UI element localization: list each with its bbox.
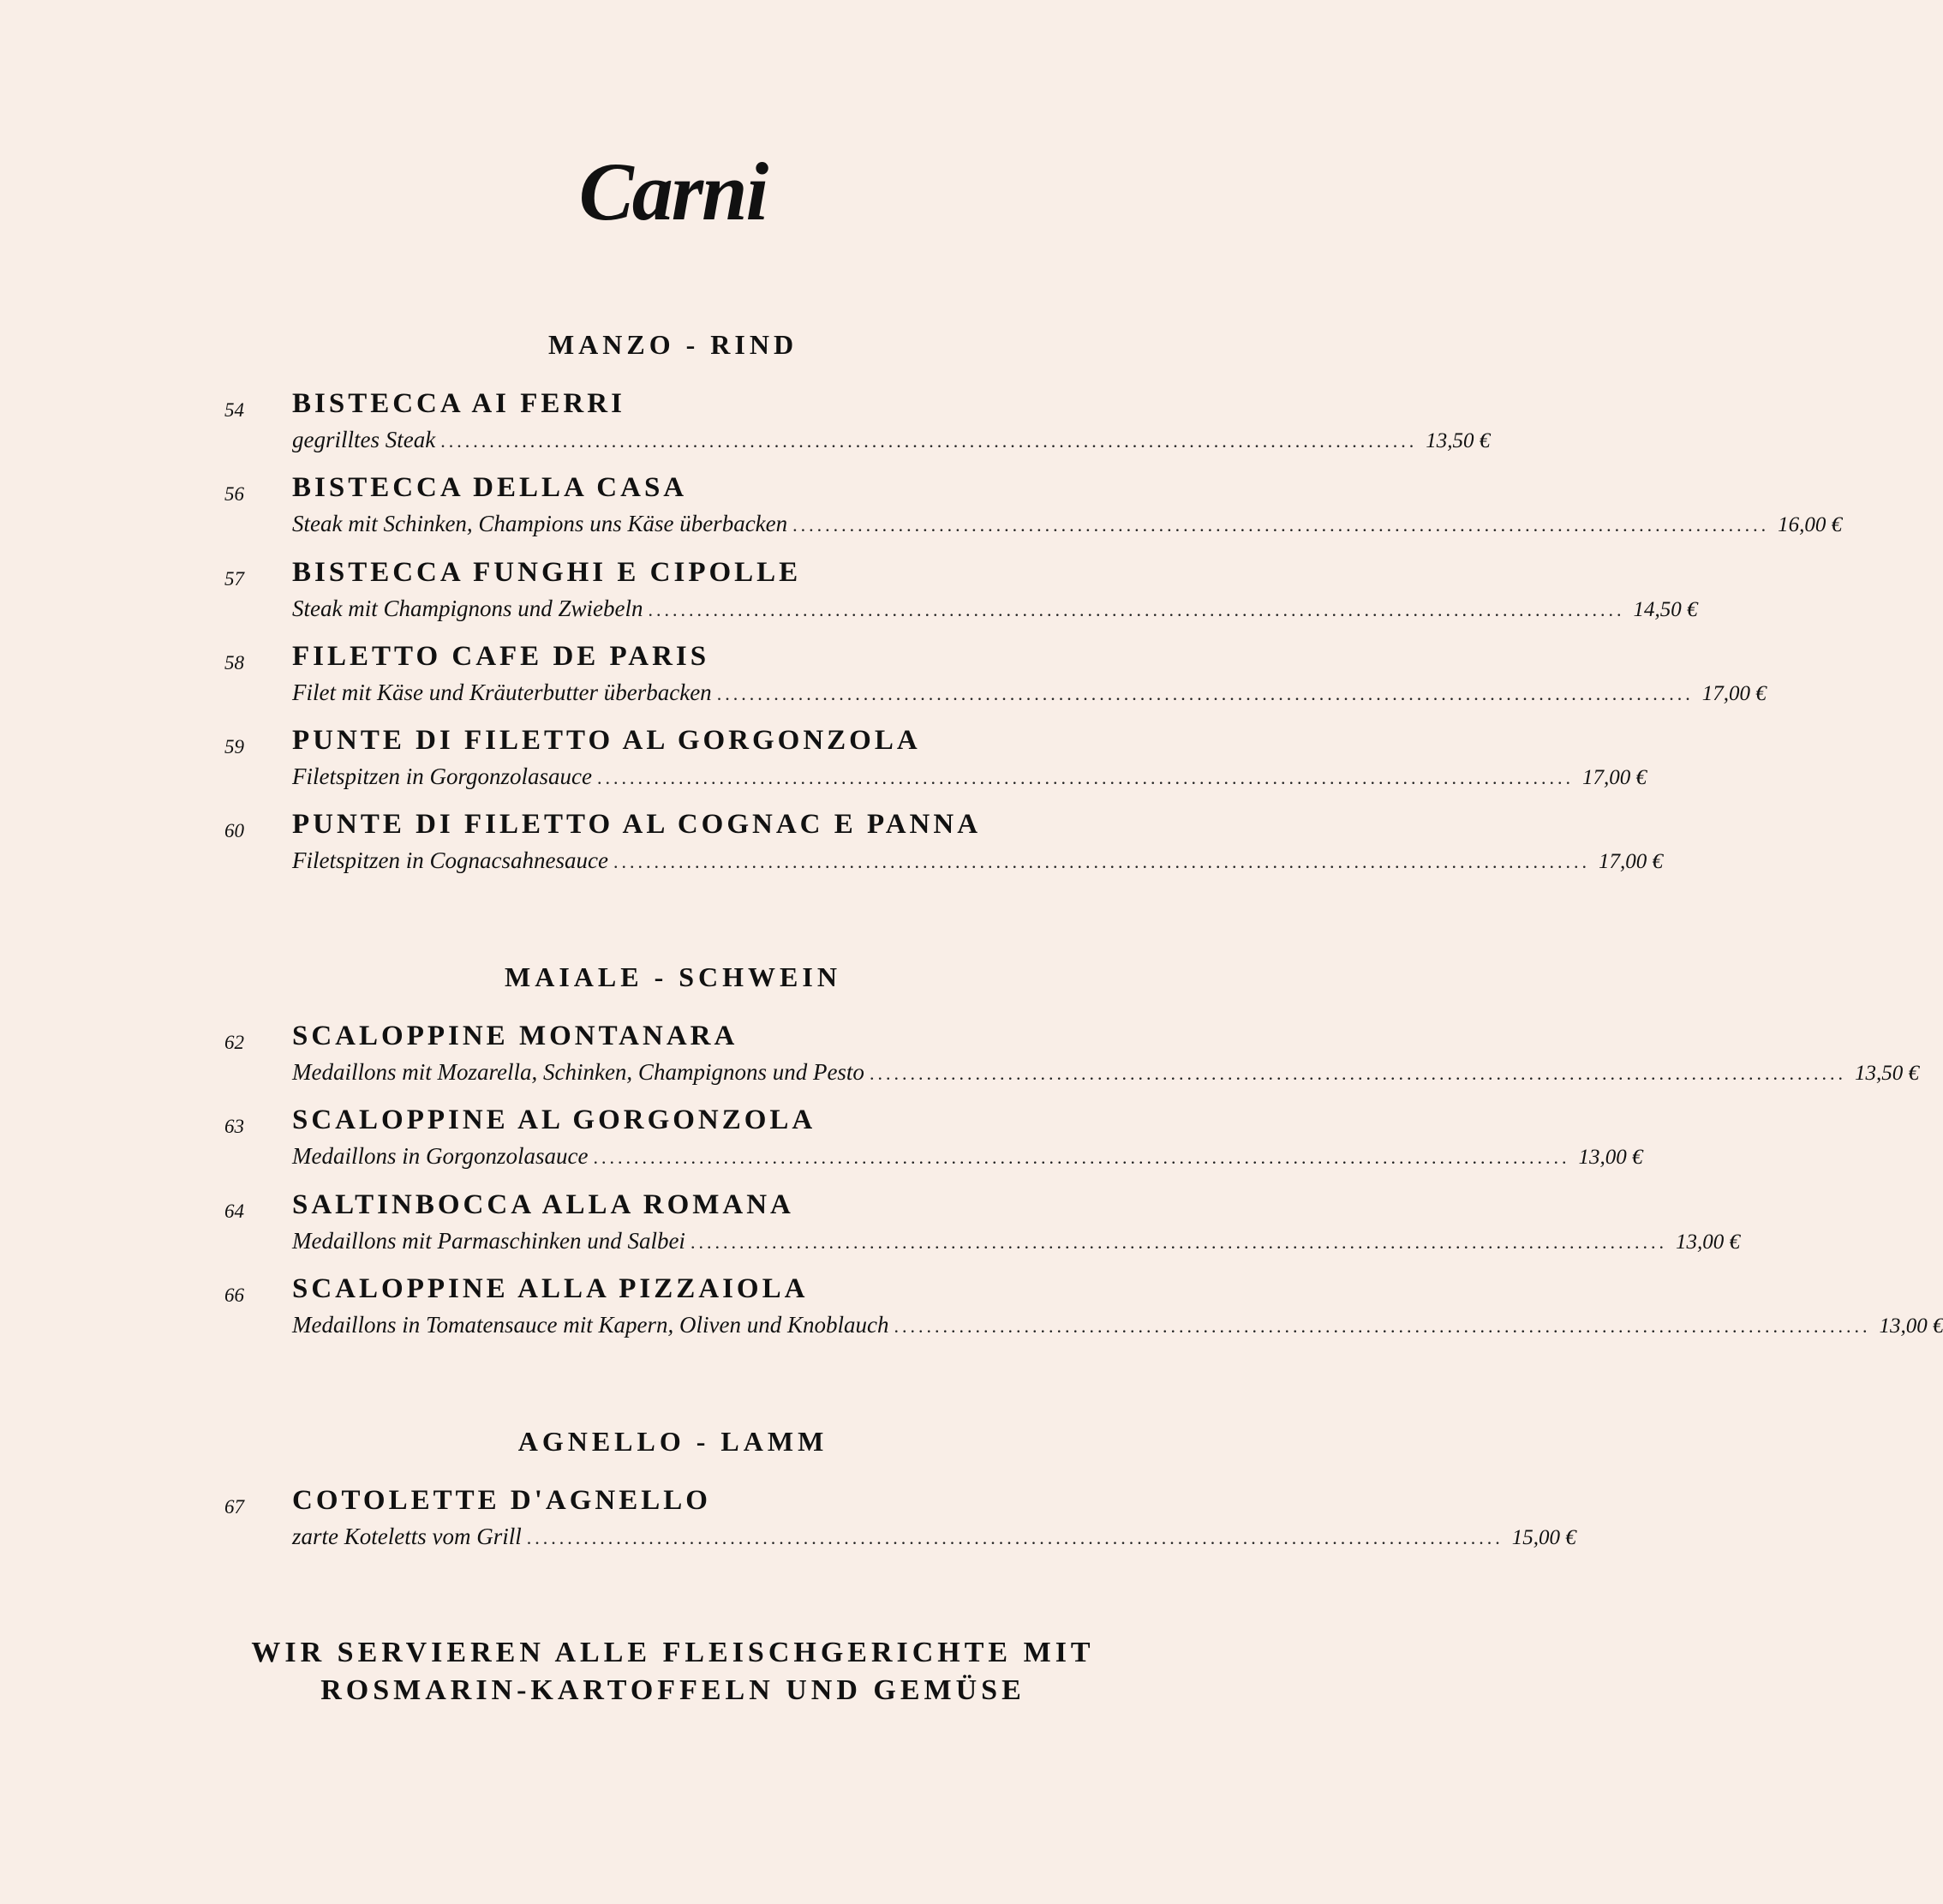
- item-name: SCALOPPINE MONTANARA: [292, 1021, 738, 1051]
- menu-item: [0, 809, 1663, 887]
- item-line: [292, 847, 1663, 874]
- item-line: [292, 1524, 1576, 1550]
- item-description: Medaillons mit Mozarella, Schinken, Champignons und Pesto: [292, 1059, 864, 1085]
- item-name: SCALOPPINE AL GORGONZOLA: [292, 1105, 816, 1135]
- item-line: [292, 1312, 1943, 1338]
- item-description: Filetspitzen in Cognacsahnesauce: [292, 847, 608, 873]
- item-price: 14,50 €: [1633, 598, 1698, 621]
- menu-item: [0, 1105, 1643, 1183]
- item-price: 13,00 €: [1578, 1146, 1643, 1169]
- item-price: 13,00 €: [1879, 1314, 1943, 1338]
- section-heading: MANZO - RIND: [547, 329, 798, 360]
- item-line: [292, 1228, 1740, 1254]
- item-number: 63: [224, 1116, 244, 1137]
- item-line: [292, 427, 1491, 453]
- item-name: BISTECCA DELLA CASA: [292, 472, 688, 503]
- item-price: 13,50 €: [1854, 1062, 1919, 1085]
- item-price: 17,00 €: [1701, 682, 1767, 705]
- menu-item: [0, 725, 1647, 803]
- item-number: 54: [224, 399, 244, 421]
- item-description: zarte Koteletts vom Grill: [292, 1524, 522, 1549]
- item-description: Medaillons mit Parmaschinken und Salbei: [292, 1228, 685, 1254]
- item-line: [292, 1059, 1919, 1086]
- item-name: BISTECCA FUNGHI E CIPOLLE: [292, 557, 802, 588]
- item-name: FILETTO CAFE DE PARIS: [292, 641, 710, 672]
- item-number: 59: [224, 736, 244, 757]
- dot-leader: ........................................................................................................................: [716, 683, 1694, 704]
- item-description: Medaillons in Tomatensauce mit Kapern, Oliven und Knoblauch: [292, 1312, 889, 1338]
- footer-line-1: WIR SERVIEREN ALLE FLEISCHGERICHTE MIT: [251, 1637, 1095, 1668]
- dot-leader: ........................................................................................................................: [792, 514, 1770, 536]
- item-description: Filet mit Käse und Kräuterbutter überbacken: [292, 680, 712, 705]
- item-number: 67: [224, 1496, 244, 1518]
- item-line: [292, 763, 1647, 790]
- footer-note: [0, 1634, 1346, 1709]
- dot-leader: ........................................................................................................................: [613, 851, 1590, 872]
- item-price: 13,50 €: [1426, 429, 1491, 452]
- dot-leader: ........................................................................................................................: [648, 599, 1625, 620]
- item-line: [292, 596, 1698, 622]
- menu-item: [0, 388, 1491, 466]
- item-description: Steak mit Schinken, Champions uns Käse überbacken: [292, 511, 788, 536]
- item-number: 66: [224, 1284, 244, 1306]
- item-number: 57: [224, 568, 244, 590]
- item-line: [292, 511, 1843, 537]
- menu-item: [0, 1273, 1943, 1351]
- menu-item: [0, 472, 1843, 550]
- item-number: 60: [224, 820, 244, 841]
- section-heading: MAIALE - SCHWEIN: [505, 961, 841, 992]
- section-heading: AGNELLO - LAMM: [517, 1426, 828, 1457]
- item-description: gegrilltes Steak: [292, 427, 436, 452]
- item-name: PUNTE DI FILETTO AL COGNAC E PANNA: [292, 809, 982, 840]
- item-price: 15,00 €: [1511, 1526, 1576, 1549]
- menu-item: [0, 1485, 1576, 1563]
- item-price: 17,00 €: [1581, 766, 1647, 789]
- item-name: SALTINBOCCA ALLA ROMANA: [292, 1189, 794, 1220]
- item-number: 64: [224, 1200, 244, 1222]
- section-manzo: [0, 331, 1346, 358]
- item-price: 16,00 €: [1778, 513, 1843, 536]
- item-number: 56: [224, 483, 244, 505]
- item-description: Filetspitzen in Gorgonzolasauce: [292, 763, 592, 789]
- section-maiale: [0, 963, 1346, 991]
- item-name: PUNTE DI FILETTO AL GORGONZOLA: [292, 725, 921, 756]
- item-name: COTOLETTE D'AGNELLO: [292, 1485, 711, 1516]
- dot-leader: ........................................................................................................................: [894, 1315, 1871, 1337]
- dot-leader: ........................................................................................................................: [690, 1231, 1667, 1253]
- dot-leader: ........................................................................................................................: [593, 1147, 1570, 1168]
- dot-leader: ........................................................................................................................: [596, 767, 1574, 788]
- menu-item: [0, 1021, 1919, 1099]
- menu-item: [0, 641, 1767, 719]
- section-agnello: [0, 1428, 1346, 1455]
- item-number: 62: [224, 1032, 244, 1053]
- item-line: [292, 1143, 1643, 1170]
- footer-line-2: ROSMARIN-KARTOFFELN UND GEMÜSE: [320, 1674, 1025, 1707]
- item-number: 58: [224, 652, 244, 674]
- menu-item: [0, 557, 1698, 635]
- item-line: [292, 680, 1767, 706]
- item-price: 13,00 €: [1675, 1230, 1740, 1254]
- item-description: Steak mit Champignons und Zwiebeln: [292, 596, 643, 621]
- item-description: Medaillons in Gorgonzolasauce: [292, 1143, 589, 1169]
- dot-leader: ........................................................................................................................: [440, 430, 1418, 452]
- item-name: BISTECCA AI FERRI: [292, 388, 625, 419]
- item-name: SCALOPPINE ALLA PIZZAIOLA: [292, 1273, 809, 1304]
- item-price: 17,00 €: [1598, 850, 1663, 873]
- dot-leader: ........................................................................................................................: [869, 1063, 1846, 1084]
- page-title: Carni: [578, 146, 768, 237]
- menu-item: [0, 1189, 1740, 1267]
- dot-leader: ........................................................................................................................: [526, 1527, 1504, 1548]
